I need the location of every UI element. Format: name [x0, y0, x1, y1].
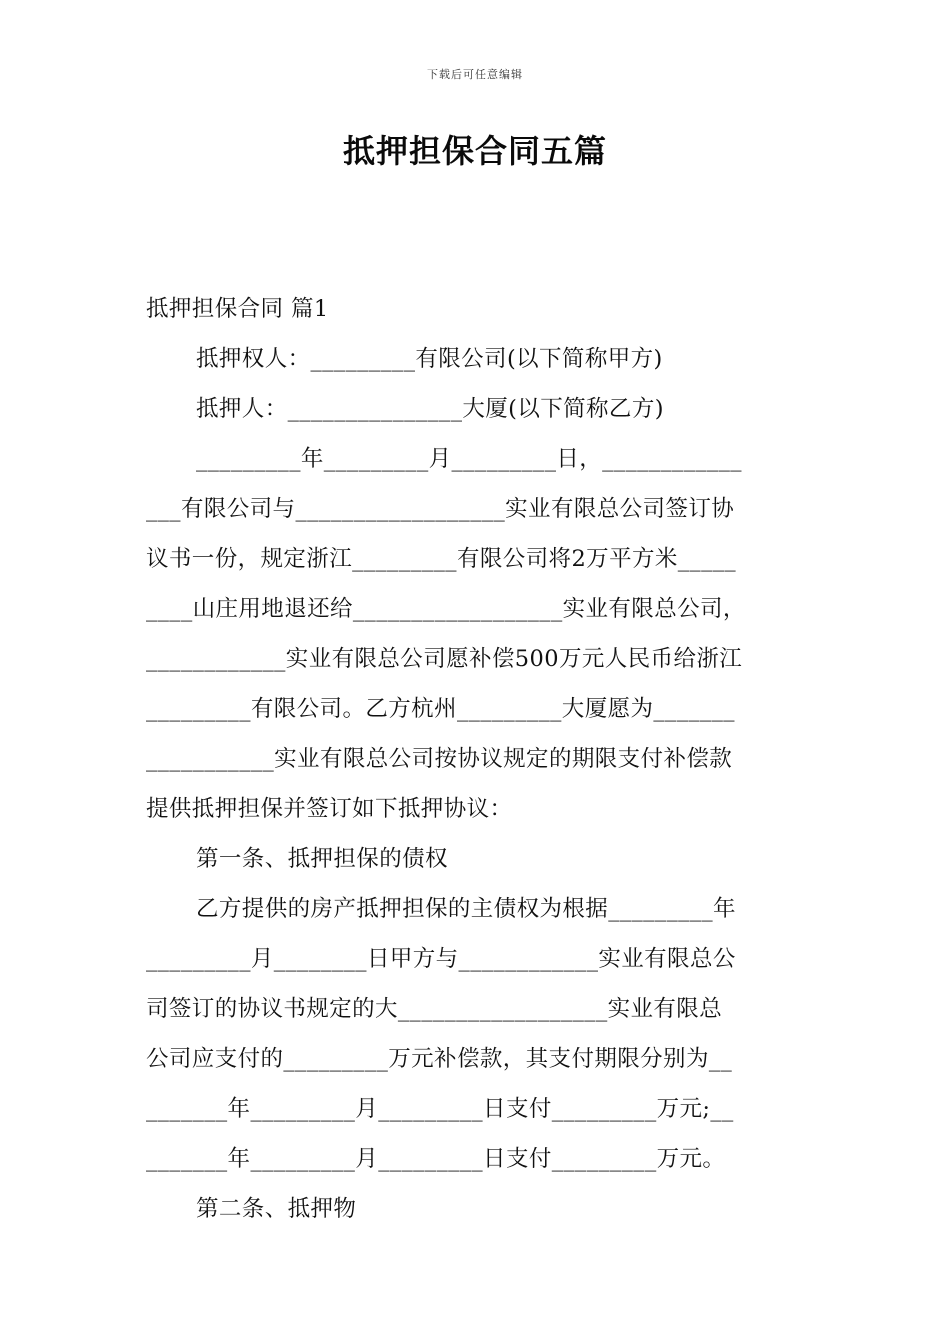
article-heading: 第二条、抵押物: [196, 1196, 357, 1222]
paragraph-line: ____________实业有限总公司愿补偿500万元人民币给浙江: [146, 646, 743, 672]
paragraph-line: 公司应支付的_________万元补偿款，其支付期限分别为__: [146, 1046, 733, 1072]
paragraph-line: ____山庄用地退还给__________________实业有限总公司，: [146, 596, 746, 622]
paragraph-line: 提供抵押担保并签订如下抵押协议：: [146, 796, 513, 822]
document-title: 抵押担保合同五篇: [342, 132, 607, 170]
section-heading: 抵押担保合同 篇1: [146, 296, 329, 322]
paragraph-line: _________年_________月_________日，____________: [196, 446, 742, 472]
paragraph-line: 抵押人：_______________大厦(以下简称乙方): [196, 396, 664, 422]
paragraph-line: 议书一份，规定浙江_________有限公司将2万平方米_____: [146, 546, 737, 572]
paragraph-line: 抵押权人：_________有限公司(以下简称甲方): [196, 346, 663, 372]
paragraph-line: _________月________日甲方与____________实业有限总公: [146, 946, 736, 972]
paragraph-line: 司签订的协议书规定的大__________________实业有限总: [146, 996, 723, 1022]
paragraph-line: 乙方提供的房产抵押担保的主债权为根据_________年: [196, 896, 736, 922]
paragraph-line: _________有限公司。乙方杭州_________大厦愿为_______: [146, 696, 735, 722]
header-note: 下载后可任意编辑: [427, 68, 523, 81]
paragraph-line: _______年_________月_________日支付_________万元。: [146, 1146, 726, 1172]
document-body: [146, 284, 810, 1234]
paragraph-line: ___________实业有限总公司按协议规定的期限支付补偿款: [146, 746, 733, 772]
article-heading: 第一条、抵押担保的债权: [196, 846, 448, 872]
paragraph-line: ___有限公司与__________________实业有限总公司签订协: [146, 496, 735, 522]
paragraph-line: _______年_________月_________日支付_________万元;__: [146, 1096, 734, 1122]
